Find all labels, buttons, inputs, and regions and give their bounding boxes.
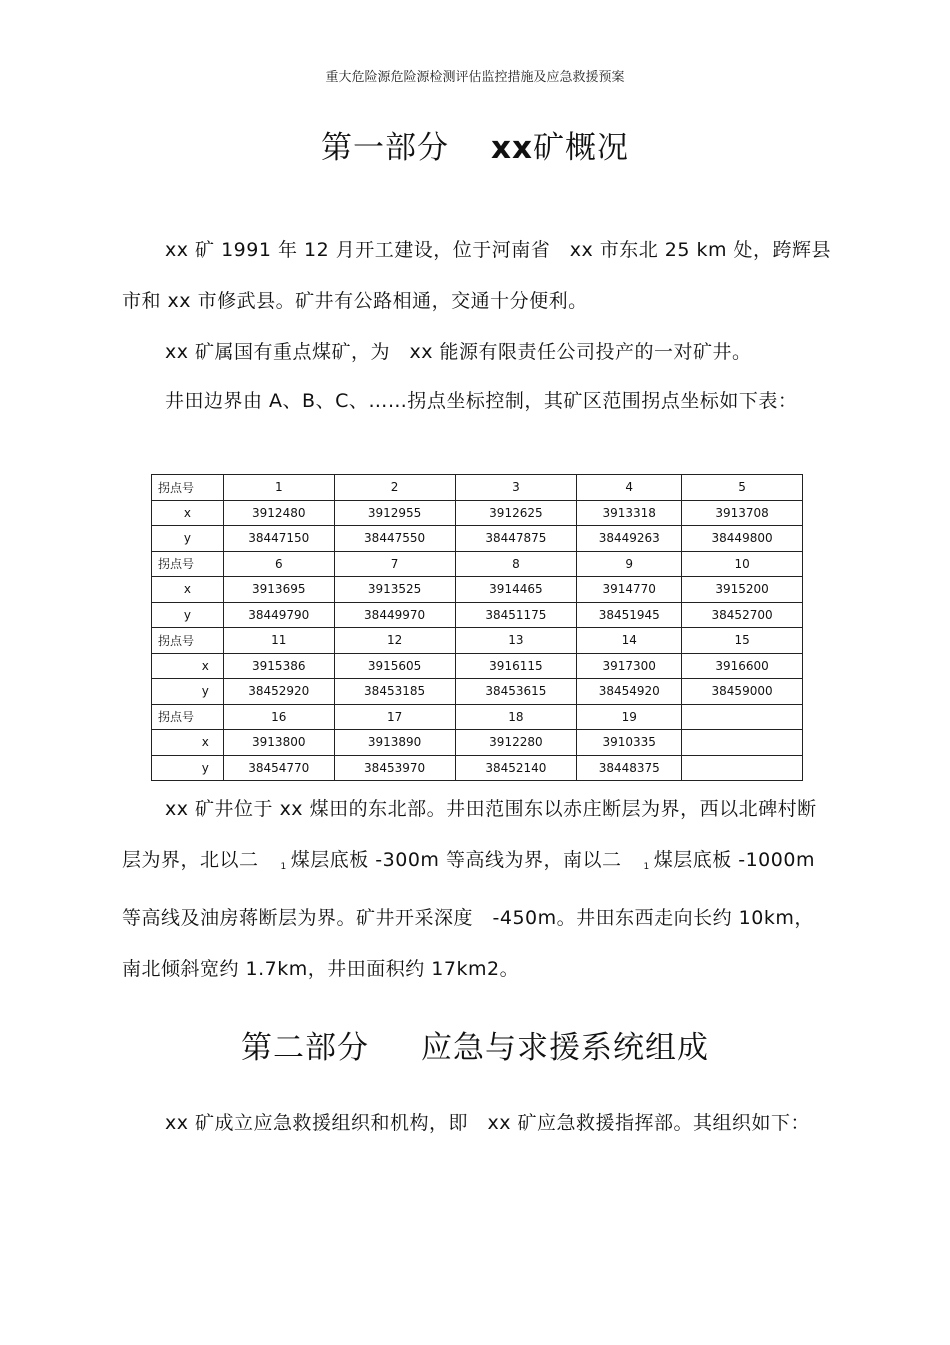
table-row-x-4	[152, 730, 803, 756]
table-cell-y: 38452700	[682, 602, 803, 628]
table-cell-x: 3913525	[334, 577, 455, 603]
table-row-y-3	[152, 679, 803, 705]
table-cell-x-label: x	[152, 500, 224, 526]
table-cell-point: 2	[334, 475, 455, 501]
part1-title	[0, 122, 950, 167]
table-cell-x: 3916600	[682, 653, 803, 679]
table-cell-y: 38453185	[334, 679, 455, 705]
part1-title-suffix: 矿概况	[533, 130, 629, 166]
table-cell-point: 3	[455, 475, 577, 501]
table-cell-y: 38448375	[577, 755, 682, 781]
extent-text-2: 煤层底板 -300m 等高线为界，南以二	[290, 849, 622, 871]
extent-text-3: 煤层底板 -1000m 等高线及油房蒋断层为界。矿井开采深度 -450m。井田东西走向长约 10km，南北倾斜宽约 1.7km，井田面积约 17km2。	[122, 849, 815, 980]
part2-paragraph-organization: xx 矿成立应急救援组织和机构，即 xx 矿应急救援指挥部。其组织如下：	[165, 1112, 811, 1134]
table-cell-x: 3916115	[455, 653, 577, 679]
table-cell-x: 3914465	[455, 577, 577, 603]
table-row-points-3	[152, 628, 803, 654]
table-cell-y: 38449970	[334, 602, 455, 628]
table-cell-x: 3913318	[577, 500, 682, 526]
running-header: 重大危险源危险源检测评估监控措施及应急救援预案	[325, 70, 625, 85]
table-cell-x: 3912955	[334, 500, 455, 526]
table-cell-point: 12	[334, 628, 455, 654]
table-cell-point	[682, 704, 803, 730]
table-cell-y: 38454920	[577, 679, 682, 705]
table-cell-x: 3913800	[223, 730, 334, 756]
table-cell-point-label: 拐点号	[152, 628, 224, 654]
table-cell-point: 9	[577, 551, 682, 577]
table-cell-point-label: 拐点号	[152, 704, 224, 730]
table-cell-point: 17	[334, 704, 455, 730]
table-cell-x: 3914770	[577, 577, 682, 603]
table-cell-y-label: y	[152, 679, 224, 705]
table-cell-y: 38449790	[223, 602, 334, 628]
part1-paragraph-extent	[122, 784, 832, 995]
seam-subscript: 1	[280, 862, 287, 872]
part1-paragraph-ownership: xx 矿属国有重点煤矿，为 xx 能源有限责任公司投产的一对矿井。	[165, 341, 752, 363]
table-row-x-3	[152, 653, 803, 679]
part1-title-prefix: 第一部分	[321, 130, 449, 166]
table-cell-point-label: 拐点号	[152, 551, 224, 577]
table-cell-y-label: y	[152, 602, 224, 628]
table-cell-y: 38447150	[223, 526, 334, 552]
table-cell-x-label: x	[152, 577, 224, 603]
table-cell-point: 6	[223, 551, 334, 577]
table-cell-point: 19	[577, 704, 682, 730]
table-row-y-2	[152, 602, 803, 628]
table-cell-y: 38449800	[682, 526, 803, 552]
table-cell-x: 3917300	[577, 653, 682, 679]
table-cell-point: 15	[682, 628, 803, 654]
table-cell-point: 18	[455, 704, 577, 730]
table-cell-y: 38459000	[682, 679, 803, 705]
table-cell-point: 7	[334, 551, 455, 577]
table-row-points-1	[152, 475, 803, 501]
table-cell-x-label: x	[152, 730, 224, 756]
table-cell-x: 3912625	[455, 500, 577, 526]
extent-text-1: xx 矿井位于 xx 煤田的东北部。井田范围东以赤庄断层为界，西以北碑村断层为界，北以二	[122, 798, 817, 871]
table-cell-point-label: 拐点号	[152, 475, 224, 501]
table-cell-y: 38453970	[334, 755, 455, 781]
table-cell-y: 38447550	[334, 526, 455, 552]
table-cell-x: 3913708	[682, 500, 803, 526]
seam-subscript: 1	[643, 862, 650, 872]
table-cell-point: 11	[223, 628, 334, 654]
table-cell-x: 3915200	[682, 577, 803, 603]
part1-paragraph-location: xx 矿 1991 年 12 月开工建设，位于河南省 xx 市东北 25 km 处，跨辉县市和 xx 市修武县。矿井有公路相通，交通十分便利。	[122, 239, 832, 312]
table-cell-y: 38451175	[455, 602, 577, 628]
table-cell-point: 16	[223, 704, 334, 730]
table-cell-y: 38452920	[223, 679, 334, 705]
part2-title-prefix: 第二部分	[241, 1030, 369, 1066]
table-cell-point: 8	[455, 551, 577, 577]
part1-paragraph-boundary-intro: 井田边界由 A、B、C、……拐点坐标控制，其矿区范围拐点坐标如下表：	[165, 390, 798, 412]
table-cell-x: 3912280	[455, 730, 577, 756]
table-cell-y: 38451945	[577, 602, 682, 628]
part2-title-suffix: 应急与求援系统组成	[421, 1030, 709, 1066]
table-cell-x	[682, 730, 803, 756]
table-cell-x: 3910335	[577, 730, 682, 756]
table-cell-x: 3915605	[334, 653, 455, 679]
table-cell-x: 3915386	[223, 653, 334, 679]
table-row-points-4	[152, 704, 803, 730]
table-cell-point: 14	[577, 628, 682, 654]
table-cell-point: 10	[682, 551, 803, 577]
table-cell-y: 38449263	[577, 526, 682, 552]
table-row-x-1	[152, 500, 803, 526]
table-row-y-1	[152, 526, 803, 552]
table-row-x-2	[152, 577, 803, 603]
part1-title-mine: xx	[491, 130, 533, 166]
table-cell-y	[682, 755, 803, 781]
table-cell-x-label: x	[152, 653, 224, 679]
table-cell-point: 13	[455, 628, 577, 654]
table-cell-x: 3913890	[334, 730, 455, 756]
table-cell-x: 3912480	[223, 500, 334, 526]
table-row-points-2	[152, 551, 803, 577]
table-cell-x: 3913695	[223, 577, 334, 603]
table-cell-y-label: y	[152, 755, 224, 781]
table-row-y-4	[152, 755, 803, 781]
table-cell-y: 38452140	[455, 755, 577, 781]
boundary-coordinates-table	[151, 474, 803, 781]
part2-title	[0, 1022, 950, 1067]
table-cell-point: 1	[223, 475, 334, 501]
table-cell-y-label: y	[152, 526, 224, 552]
table-cell-point: 4	[577, 475, 682, 501]
table-cell-y: 38447875	[455, 526, 577, 552]
table-cell-y: 38454770	[223, 755, 334, 781]
table-cell-y: 38453615	[455, 679, 577, 705]
table-cell-point: 5	[682, 475, 803, 501]
